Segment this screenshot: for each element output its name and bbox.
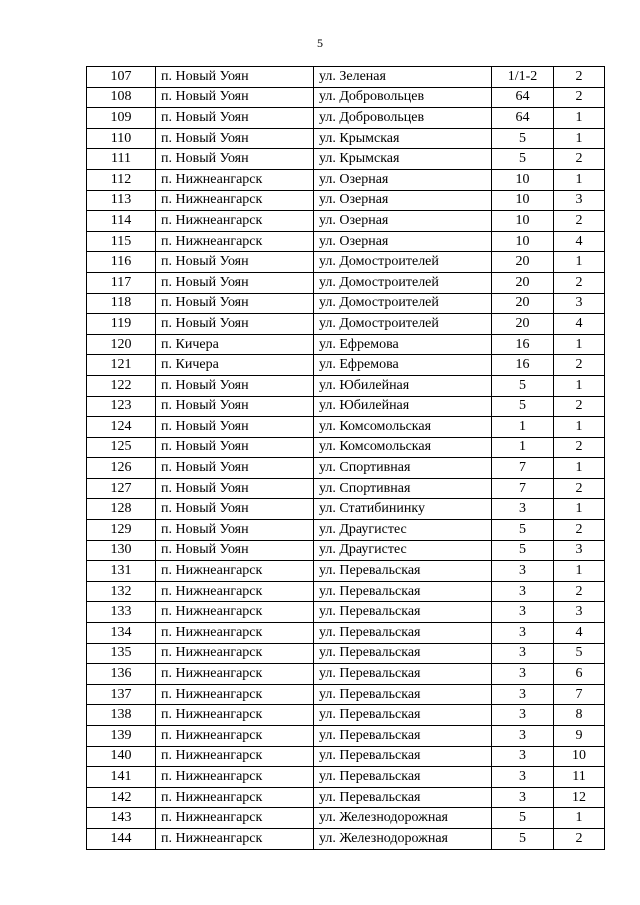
street-cell: ул. Добровольцев [314, 108, 492, 129]
settlement-cell: п. Нижнеангарск [156, 664, 314, 685]
street-cell: ул. Спортивная [314, 458, 492, 479]
table-row [87, 375, 605, 396]
street-cell: ул. Перевальская [314, 684, 492, 705]
table-row [87, 478, 605, 499]
row-number-cell: 141 [87, 767, 156, 788]
table-row [87, 520, 605, 541]
apartment-number-cell: 1 [554, 375, 605, 396]
settlement-cell: п. Нижнеангарск [156, 231, 314, 252]
row-number-cell: 127 [87, 478, 156, 499]
street-cell: ул. Драугистес [314, 520, 492, 541]
settlement-cell: п. Новый Уоян [156, 314, 314, 335]
house-number-cell: 3 [492, 499, 554, 520]
row-number-cell: 131 [87, 561, 156, 582]
table-row [87, 149, 605, 170]
apartment-number-cell: 4 [554, 314, 605, 335]
apartment-number-cell: 8 [554, 705, 605, 726]
street-cell: ул. Перевальская [314, 767, 492, 788]
row-number-cell: 123 [87, 396, 156, 417]
table-row [87, 664, 605, 685]
page-number: 5 [317, 36, 323, 50]
settlement-cell: п. Нижнеангарск [156, 726, 314, 747]
street-cell: ул. Юбилейная [314, 396, 492, 417]
row-number-cell: 135 [87, 643, 156, 664]
street-cell: ул. Перевальская [314, 623, 492, 644]
row-number-cell: 113 [87, 190, 156, 211]
table-row [87, 252, 605, 273]
apartment-number-cell: 4 [554, 231, 605, 252]
apartment-number-cell: 3 [554, 190, 605, 211]
row-number-cell: 110 [87, 128, 156, 149]
apartment-number-cell: 5 [554, 643, 605, 664]
table-row [87, 190, 605, 211]
house-number-cell: 10 [492, 169, 554, 190]
street-cell: ул. Железнодорожная [314, 828, 492, 849]
house-number-cell: 5 [492, 540, 554, 561]
settlement-cell: п. Новый Уоян [156, 108, 314, 129]
table-row [87, 334, 605, 355]
table-row [87, 396, 605, 417]
apartment-number-cell: 2 [554, 520, 605, 541]
settlement-cell: п. Нижнеангарск [156, 190, 314, 211]
settlement-cell: п. Нижнеангарск [156, 581, 314, 602]
table-row [87, 684, 605, 705]
street-cell: ул. Перевальская [314, 664, 492, 685]
table-row [87, 67, 605, 88]
row-number-cell: 120 [87, 334, 156, 355]
street-cell: ул. Спортивная [314, 478, 492, 499]
apartment-number-cell: 2 [554, 149, 605, 170]
table-row [87, 561, 605, 582]
street-cell: ул. Добровольцев [314, 87, 492, 108]
apartment-number-cell: 1 [554, 169, 605, 190]
row-number-cell: 119 [87, 314, 156, 335]
street-cell: ул. Перевальская [314, 602, 492, 623]
row-number-cell: 109 [87, 108, 156, 129]
table-row [87, 355, 605, 376]
row-number-cell: 140 [87, 746, 156, 767]
table-row [87, 231, 605, 252]
street-cell: ул. Комсомольская [314, 417, 492, 438]
street-cell: ул. Озерная [314, 231, 492, 252]
table-row [87, 293, 605, 314]
row-number-cell: 111 [87, 149, 156, 170]
address-table-body [87, 67, 605, 850]
street-cell: ул. Домостроителей [314, 293, 492, 314]
house-number-cell: 3 [492, 684, 554, 705]
street-cell: ул. Крымская [314, 149, 492, 170]
table-row [87, 211, 605, 232]
settlement-cell: п. Новый Уоян [156, 149, 314, 170]
house-number-cell: 7 [492, 478, 554, 499]
settlement-cell: п. Новый Уоян [156, 499, 314, 520]
house-number-cell: 3 [492, 767, 554, 788]
street-cell: ул. Железнодорожная [314, 808, 492, 829]
settlement-cell: п. Кичера [156, 355, 314, 376]
table-row [87, 540, 605, 561]
settlement-cell: п. Нижнеангарск [156, 169, 314, 190]
house-number-cell: 20 [492, 252, 554, 273]
house-number-cell: 64 [492, 87, 554, 108]
settlement-cell: п. Нижнеангарск [156, 705, 314, 726]
settlement-cell: п. Кичера [156, 334, 314, 355]
row-number-cell: 134 [87, 623, 156, 644]
settlement-cell: п. Новый Уоян [156, 417, 314, 438]
apartment-number-cell: 2 [554, 87, 605, 108]
settlement-cell: п. Новый Уоян [156, 67, 314, 88]
house-number-cell: 5 [492, 808, 554, 829]
row-number-cell: 143 [87, 808, 156, 829]
row-number-cell: 115 [87, 231, 156, 252]
settlement-cell: п. Новый Уоян [156, 293, 314, 314]
house-number-cell: 5 [492, 520, 554, 541]
apartment-number-cell: 10 [554, 746, 605, 767]
table-row [87, 417, 605, 438]
house-number-cell: 5 [492, 149, 554, 170]
house-number-cell: 3 [492, 623, 554, 644]
house-number-cell: 5 [492, 128, 554, 149]
settlement-cell: п. Новый Уоян [156, 458, 314, 479]
row-number-cell: 130 [87, 540, 156, 561]
settlement-cell: п. Новый Уоян [156, 128, 314, 149]
row-number-cell: 114 [87, 211, 156, 232]
house-number-cell: 16 [492, 334, 554, 355]
table-row [87, 643, 605, 664]
row-number-cell: 137 [87, 684, 156, 705]
street-cell: ул. Озерная [314, 169, 492, 190]
row-number-cell: 142 [87, 787, 156, 808]
table-row [87, 623, 605, 644]
row-number-cell: 124 [87, 417, 156, 438]
house-number-cell: 20 [492, 272, 554, 293]
apartment-number-cell: 3 [554, 602, 605, 623]
settlement-cell: п. Новый Уоян [156, 375, 314, 396]
house-number-cell: 10 [492, 190, 554, 211]
street-cell: ул. Перевальская [314, 726, 492, 747]
apartment-number-cell: 11 [554, 767, 605, 788]
street-cell: ул. Перевальская [314, 561, 492, 582]
apartment-number-cell: 1 [554, 499, 605, 520]
apartment-number-cell: 9 [554, 726, 605, 747]
apartment-number-cell: 1 [554, 417, 605, 438]
settlement-cell: п. Новый Уоян [156, 252, 314, 273]
apartment-number-cell: 2 [554, 211, 605, 232]
table-row [87, 169, 605, 190]
settlement-cell: п. Новый Уоян [156, 520, 314, 541]
table-row [87, 828, 605, 849]
row-number-cell: 117 [87, 272, 156, 293]
house-number-cell: 3 [492, 726, 554, 747]
street-cell: ул. Драугистес [314, 540, 492, 561]
street-cell: ул. Перевальская [314, 643, 492, 664]
apartment-number-cell: 3 [554, 540, 605, 561]
row-number-cell: 125 [87, 437, 156, 458]
house-number-cell: 20 [492, 293, 554, 314]
apartment-number-cell: 1 [554, 108, 605, 129]
row-number-cell: 112 [87, 169, 156, 190]
settlement-cell: п. Новый Уоян [156, 437, 314, 458]
house-number-cell: 5 [492, 828, 554, 849]
table-row [87, 108, 605, 129]
street-cell: ул. Перевальская [314, 787, 492, 808]
house-number-cell: 10 [492, 231, 554, 252]
apartment-number-cell: 1 [554, 128, 605, 149]
apartment-number-cell: 7 [554, 684, 605, 705]
street-cell: ул. Домостроителей [314, 272, 492, 293]
street-cell: ул. Зеленая [314, 67, 492, 88]
apartment-number-cell: 1 [554, 808, 605, 829]
street-cell: ул. Крымская [314, 128, 492, 149]
house-number-cell: 1 [492, 417, 554, 438]
table-row [87, 458, 605, 479]
apartment-number-cell: 6 [554, 664, 605, 685]
house-number-cell: 1/1-2 [492, 67, 554, 88]
house-number-cell: 10 [492, 211, 554, 232]
row-number-cell: 122 [87, 375, 156, 396]
street-cell: ул. Перевальская [314, 705, 492, 726]
table-row [87, 314, 605, 335]
house-number-cell: 3 [492, 643, 554, 664]
house-number-cell: 1 [492, 437, 554, 458]
house-number-cell: 3 [492, 746, 554, 767]
street-cell: ул. Озерная [314, 190, 492, 211]
table-row [87, 767, 605, 788]
settlement-cell: п. Нижнеангарск [156, 211, 314, 232]
apartment-number-cell: 2 [554, 478, 605, 499]
house-number-cell: 16 [492, 355, 554, 376]
settlement-cell: п. Нижнеангарск [156, 787, 314, 808]
house-number-cell: 3 [492, 705, 554, 726]
street-cell: ул. Перевальская [314, 581, 492, 602]
table-row [87, 602, 605, 623]
table-row [87, 787, 605, 808]
apartment-number-cell: 2 [554, 355, 605, 376]
table-row [87, 705, 605, 726]
apartment-number-cell: 2 [554, 437, 605, 458]
apartment-number-cell: 1 [554, 561, 605, 582]
apartment-number-cell: 4 [554, 623, 605, 644]
address-table [86, 66, 605, 850]
row-number-cell: 144 [87, 828, 156, 849]
house-number-cell: 7 [492, 458, 554, 479]
apartment-number-cell: 1 [554, 252, 605, 273]
street-cell: ул. Ефремова [314, 355, 492, 376]
settlement-cell: п. Нижнеангарск [156, 623, 314, 644]
apartment-number-cell: 2 [554, 581, 605, 602]
table-row [87, 499, 605, 520]
row-number-cell: 132 [87, 581, 156, 602]
table-row [87, 87, 605, 108]
row-number-cell: 133 [87, 602, 156, 623]
settlement-cell: п. Нижнеангарск [156, 602, 314, 623]
row-number-cell: 129 [87, 520, 156, 541]
settlement-cell: п. Нижнеангарск [156, 684, 314, 705]
table-row [87, 581, 605, 602]
house-number-cell: 5 [492, 396, 554, 417]
house-number-cell: 64 [492, 108, 554, 129]
apartment-number-cell: 2 [554, 272, 605, 293]
street-cell: ул. Ефремова [314, 334, 492, 355]
street-cell: ул. Юбилейная [314, 375, 492, 396]
settlement-cell: п. Нижнеангарск [156, 808, 314, 829]
apartment-number-cell: 12 [554, 787, 605, 808]
street-cell: ул. Озерная [314, 211, 492, 232]
row-number-cell: 136 [87, 664, 156, 685]
house-number-cell: 3 [492, 602, 554, 623]
apartment-number-cell: 2 [554, 396, 605, 417]
street-cell: ул. Домостроителей [314, 314, 492, 335]
settlement-cell: п. Новый Уоян [156, 396, 314, 417]
row-number-cell: 108 [87, 87, 156, 108]
house-number-cell: 3 [492, 787, 554, 808]
table-row [87, 272, 605, 293]
house-number-cell: 20 [492, 314, 554, 335]
house-number-cell: 3 [492, 561, 554, 582]
settlement-cell: п. Нижнеангарск [156, 643, 314, 664]
row-number-cell: 118 [87, 293, 156, 314]
table-row [87, 746, 605, 767]
street-cell: ул. Статибининку [314, 499, 492, 520]
street-cell: ул. Домостроителей [314, 252, 492, 273]
table-row [87, 808, 605, 829]
table-row [87, 726, 605, 747]
row-number-cell: 107 [87, 67, 156, 88]
settlement-cell: п. Новый Уоян [156, 478, 314, 499]
house-number-cell: 5 [492, 375, 554, 396]
row-number-cell: 139 [87, 726, 156, 747]
apartment-number-cell: 2 [554, 828, 605, 849]
row-number-cell: 128 [87, 499, 156, 520]
settlement-cell: п. Новый Уоян [156, 87, 314, 108]
row-number-cell: 126 [87, 458, 156, 479]
row-number-cell: 116 [87, 252, 156, 273]
settlement-cell: п. Нижнеангарск [156, 561, 314, 582]
row-number-cell: 138 [87, 705, 156, 726]
settlement-cell: п. Нижнеангарск [156, 767, 314, 788]
table-row [87, 128, 605, 149]
street-cell: ул. Перевальская [314, 746, 492, 767]
apartment-number-cell: 1 [554, 458, 605, 479]
settlement-cell: п. Новый Уоян [156, 540, 314, 561]
settlement-cell: п. Нижнеангарск [156, 828, 314, 849]
table-row [87, 437, 605, 458]
street-cell: ул. Комсомольская [314, 437, 492, 458]
house-number-cell: 3 [492, 664, 554, 685]
apartment-number-cell: 1 [554, 334, 605, 355]
apartment-number-cell: 3 [554, 293, 605, 314]
house-number-cell: 3 [492, 581, 554, 602]
row-number-cell: 121 [87, 355, 156, 376]
settlement-cell: п. Новый Уоян [156, 272, 314, 293]
settlement-cell: п. Нижнеангарск [156, 746, 314, 767]
apartment-number-cell: 2 [554, 67, 605, 88]
